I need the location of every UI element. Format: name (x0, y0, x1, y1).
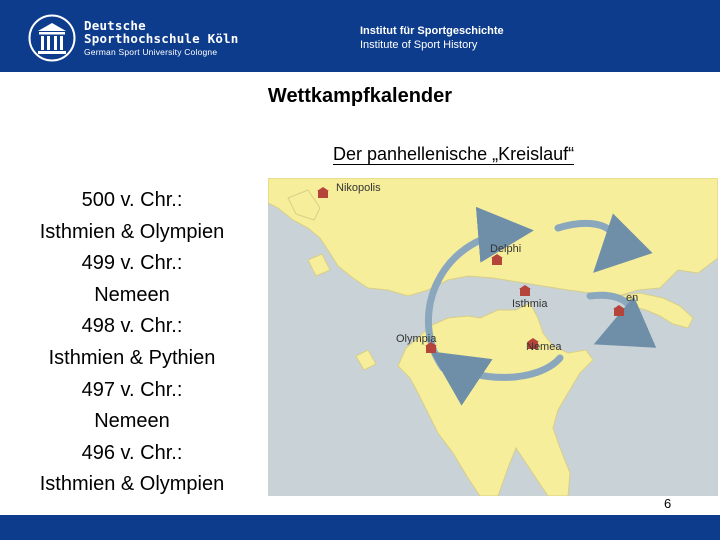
timeline-games: Isthmien & Pythien (48, 346, 216, 369)
slide-title: Wettkampfkalender (267, 85, 453, 107)
map-label-athen: en (626, 292, 639, 304)
greece-map (268, 178, 718, 496)
map-label-delphi: Delphi (490, 243, 522, 255)
games-timeline (14, 185, 250, 501)
institute-name-de: Institut für Sportgeschichte (360, 25, 504, 37)
logo-line-2: Sporthochschule Köln (84, 31, 239, 47)
temple-logo-icon (28, 14, 76, 62)
logo-line-3: German Sport University Cologne (84, 47, 218, 58)
header-bar (0, 0, 720, 72)
page-number: 6 (664, 496, 672, 511)
timeline-games: Nemeen (94, 283, 170, 306)
map-label-nemea: Nemea (526, 341, 562, 353)
institute-name (360, 24, 504, 52)
map-label-olympia: Olympia (396, 333, 437, 345)
map-label-nikopolis: Nikopolis (336, 182, 381, 194)
logo-wordmark (84, 19, 239, 57)
university-logo (28, 14, 239, 62)
timeline-year: 497 v. Chr.: (81, 378, 183, 401)
logo-line-1: Deutsche (84, 17, 146, 33)
timeline-games: Isthmien & Olympien (39, 220, 225, 243)
timeline-year: 496 v. Chr.: (81, 441, 183, 464)
timeline-games: Isthmien & Olympien (39, 473, 225, 496)
timeline-games: Nemeen (94, 410, 170, 433)
institute-name-en: Institute of Sport History (360, 39, 478, 51)
timeline-year: 499 v. Chr.: (81, 252, 183, 275)
timeline-year: 498 v. Chr.: (81, 315, 183, 338)
timeline-year: 500 v. Chr.: (81, 189, 183, 211)
slide-subtitle: Der panhellenische „Kreislauf“ (333, 144, 575, 164)
footer-bar (0, 515, 720, 540)
map-label-isthmia: Isthmia (512, 298, 548, 310)
